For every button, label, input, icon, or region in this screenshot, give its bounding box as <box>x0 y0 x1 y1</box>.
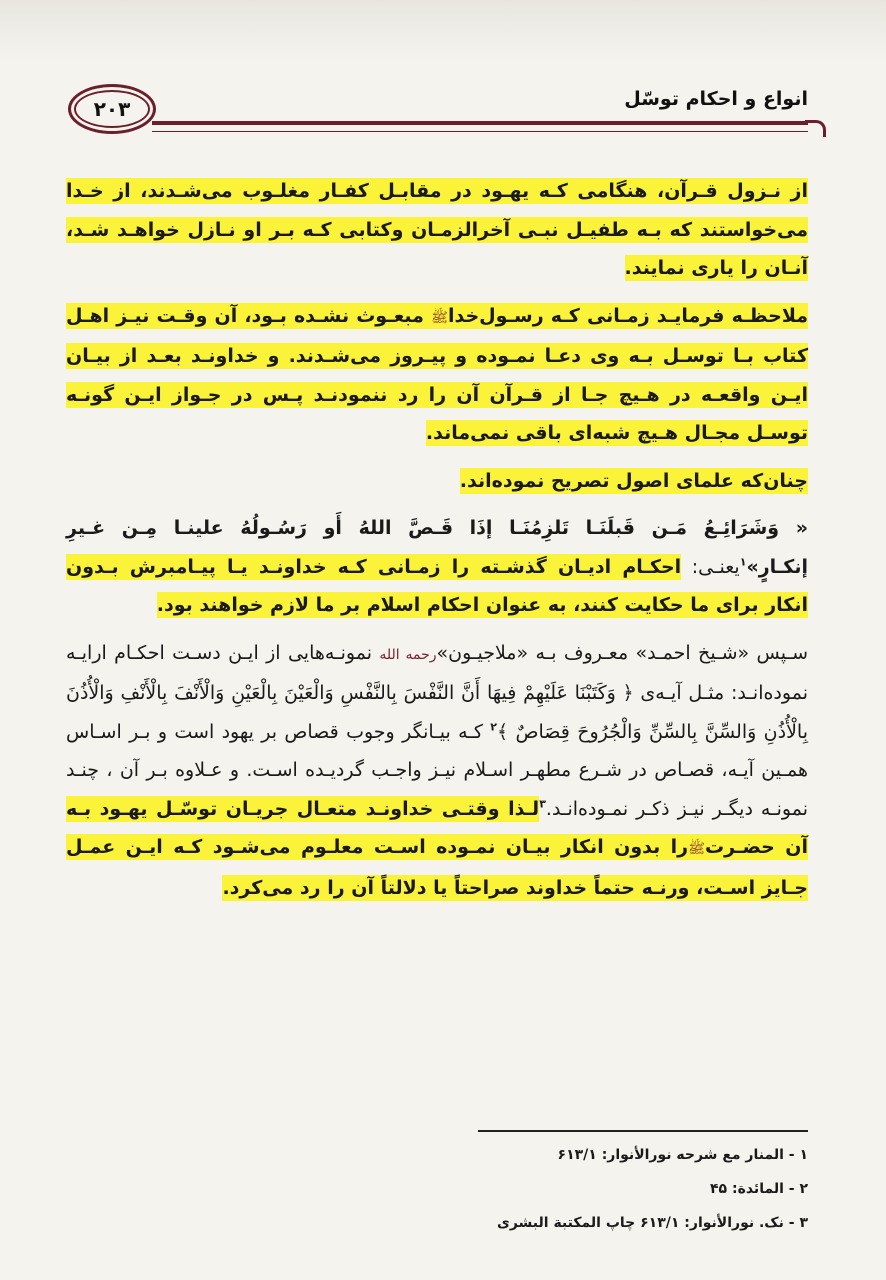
footnote-separator <box>478 1130 808 1132</box>
text-run: را بدون انکار بیـان نمـوده اسـت معلـوم می‌شـود کـه ایـن عمـل جـایز اسـت، ورنـه حتماً خداوند صراحتاً یا دلالتاً آن را رد می‌کرد. <box>66 836 808 899</box>
paragraph-2 <box>66 297 808 453</box>
text-run: کـه بیـانگر وجوب قصاص بر یهود است و بـر اسـاس همـین آیـه، قصـاص در شـرع مطهـر اسـلام نیـز واجـب گردیـده اسـت. و عـلاوه بـر آن ، چنـد نمونـه دیگـر نیـز ذکـر نمـوده‌انـد. <box>66 720 808 820</box>
arabic-quote: « وَشَرَائِـعُ مَـن قَبلَنَـا تَلزِمُنَـا إذَا قَـصَّ اللهُ أَو رَسُـولُهُ علينـا مِـن غـيرِ إنكـارٍ» <box>66 517 808 578</box>
highlighted-text: چنان‌که علمای اصول تصریح نموده‌اند. <box>459 469 808 492</box>
page-number: ۲۰۳ <box>68 84 156 134</box>
quran-verse-run: نمونـه‌هایی از ایـن دسـت احکـام ارایـه نموده‌انـد: مثـل آیـه‌ی ﴿ وَكَتَبْنَا عَلَيْهِمْ فِيهَا أَنَّ النَّفْسَ بِالنَّفْسِ وَالْعَيْنَ بِالْعَيْنِ وَالْأَنْفَ بِالْأَنْفِ وَالْأُذُنَ بِالْأُذُنِ وَالسِّنَّ بِالسِّنِّ وَالْجُرُوحَ قِصَاصٌ ﴾ <box>66 641 808 743</box>
paragraph-1 <box>66 172 808 288</box>
footnote-3: ۳ - نک. نورالأنوار: ۶۱۳/۱ چاپ المکتبة البشری <box>497 1215 808 1231</box>
highlighted-text: از نـزول قـرآن، هنگامی کـه یهـود در مقابـل کفـار مغلـوب می‌شـدند، از خـدا می‌خواستند که بـه طفیـل نبـی آخرالزمـان وکتابی کـه بـر او نـازل خواهـد شـد، آنـان را یاری نمایند. <box>66 180 808 279</box>
paragraph-4 <box>66 509 808 625</box>
running-title: انواع و احکام توسّل <box>624 88 808 110</box>
body-text <box>66 172 808 916</box>
header-rule <box>152 121 808 132</box>
footnote-ref-2: ۲ <box>490 720 497 734</box>
text-run: مبعـوث نشـده بـود، آن وقـت نیـز اهـل کتاب بـا توسـل بـه وی دعـا نمـوده و پیـروز می‌شـدند. و خداونـد بعـد از بیـان ایـن واقعـه در هـیچ جـا از قـرآن آن را رد ننمودنـد پـس در جـواز ایـن گونـه توسـل مجـال هـیچ شبه‌ای باقی نمی‌ماند. <box>66 304 808 444</box>
text-run: یعنـی: <box>681 555 740 578</box>
footnote-ref-1: ۱ <box>739 555 747 569</box>
header-rule-ornament <box>805 120 826 137</box>
highlighted-text <box>66 303 808 447</box>
honorific-glyph: رحمه الله <box>379 646 437 663</box>
honorific-glyph: ﷺ <box>431 309 448 326</box>
page-edge <box>0 0 886 60</box>
footnote-ref-3: ۳ <box>539 797 546 811</box>
text-run: سـپس «شـیخ احمـد» معـروف بـه «ملاجیـون» <box>436 641 808 664</box>
paragraph-5 <box>66 634 808 908</box>
page-header <box>0 80 886 140</box>
footnote-2: ۲ - المائدة: ۴۵ <box>710 1181 808 1197</box>
footnote-1: ۱ - المنار مع شرحه نورالأنوار: ۶۱۳/۱ <box>557 1147 808 1163</box>
paragraph-3 <box>66 462 808 501</box>
text-run: لـذا وقتـی خداونـد متعـال جریـان توسّـل یهـود بـه آن حضـرت <box>66 797 808 858</box>
footnotes <box>308 1138 808 1240</box>
honorific-glyph: ﷺ <box>688 841 706 857</box>
highlighted-text: احکـام ادیـان گذشـته را زمـانی کـه خداونـد یـا پیـامبرش بـدون انکار برای ما حکایت کنند، به عنوان احکام اسلام بر ما لازم خواهند بود. <box>66 555 808 616</box>
text-run: ملاحظـه فرمایـد زمـانی کـه رسـول‌خدا <box>447 304 809 327</box>
